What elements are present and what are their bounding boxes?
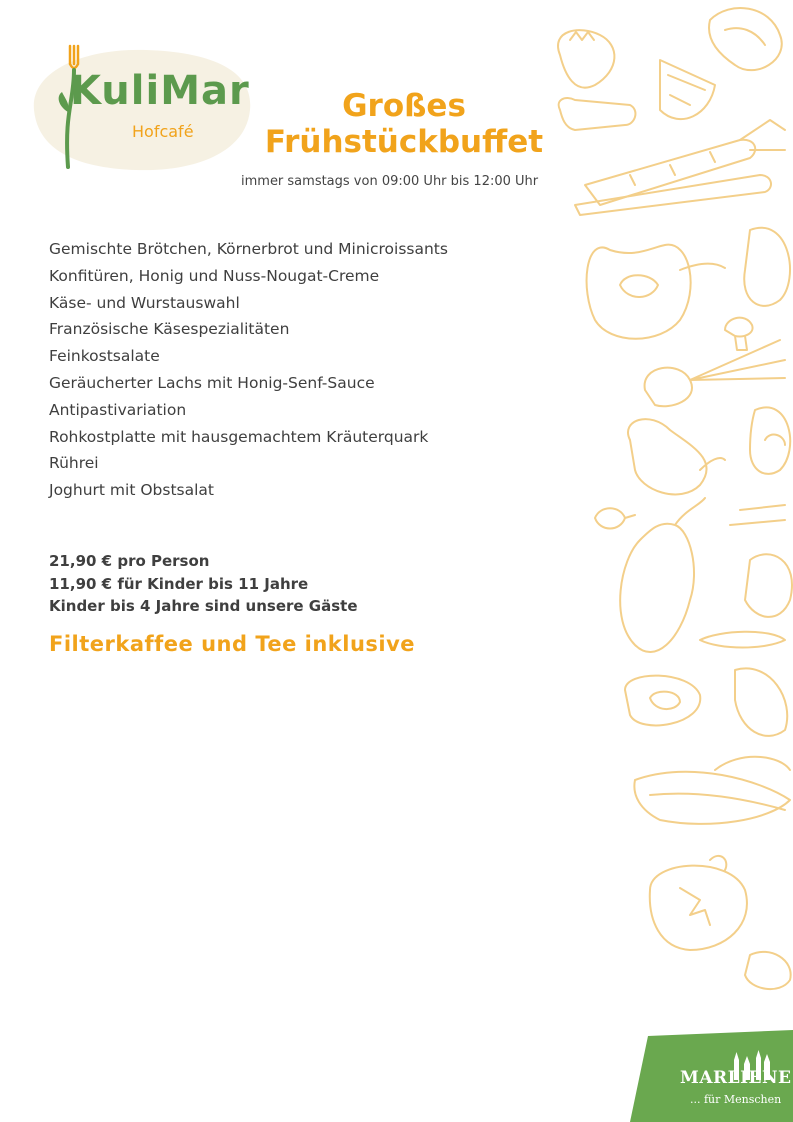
list-item: Gemischte Brötchen, Körnerbrot und Minicroissants — [49, 240, 448, 258]
kiwi-icon — [625, 676, 700, 726]
list-item: Rohkostplatte mit hausgemachtem Kräuterquark — [49, 427, 429, 446]
artichoke-icon — [709, 8, 782, 70]
melon-icon — [660, 60, 715, 119]
list-item: Geräucherter Lachs mit Honig-Senf-Sauce — [49, 373, 375, 392]
leaf-icon — [634, 772, 790, 824]
list-item: Konfitüren, Honig und Nuss-Nougat-Creme — [49, 266, 380, 285]
pear-icon — [628, 419, 725, 494]
inclusive-note: Filterkaffee und Tee inklusive — [49, 632, 416, 656]
logo-wordmark: KuliMar — [70, 68, 250, 114]
footer-tagline: ... für Menschen — [690, 1093, 782, 1106]
logo-subtitle: Hofcafé — [132, 122, 194, 141]
price-free: Kinder bis 4 Jahre sind unsere Gäste — [49, 597, 358, 615]
list-item: Antipastivariation — [49, 400, 187, 419]
page-title — [244, 88, 564, 160]
strawberry-icon — [558, 30, 614, 87]
menu-list — [49, 236, 448, 504]
carrot-icon — [575, 175, 771, 215]
price-block — [49, 550, 358, 618]
list-item: Käse- und Wurstauswahl — [49, 293, 240, 312]
logo — [26, 40, 256, 180]
price-adult: 21,90 € pro Person — [49, 552, 210, 570]
mushroom-icon — [725, 318, 753, 350]
title-line-1: Großes — [342, 88, 466, 124]
price-children: 11,90 € für Kinder bis 11 Jahre — [49, 574, 309, 593]
list-item: Französische Käsespezialitäten — [49, 320, 290, 339]
list-item: Joghurt mit Obstsalat — [49, 481, 214, 500]
eggplant-icon — [620, 498, 705, 652]
list-item: Rührei — [49, 454, 99, 473]
list-item: Feinkostsalate — [49, 347, 160, 366]
onion-icon — [645, 340, 785, 406]
schedule-subtitle: immer samstags von 09:00 Uhr bis 12:00 Uhr — [241, 174, 539, 189]
footer-brand-logo: MARLIENE — [680, 1068, 792, 1088]
apple-icon — [587, 245, 725, 339]
carrot-icon — [585, 140, 755, 205]
title-line-2: Frühstückbuffet — [264, 124, 544, 160]
tomato-icon — [650, 866, 747, 950]
vegetable-illustration — [540, 0, 793, 1030]
